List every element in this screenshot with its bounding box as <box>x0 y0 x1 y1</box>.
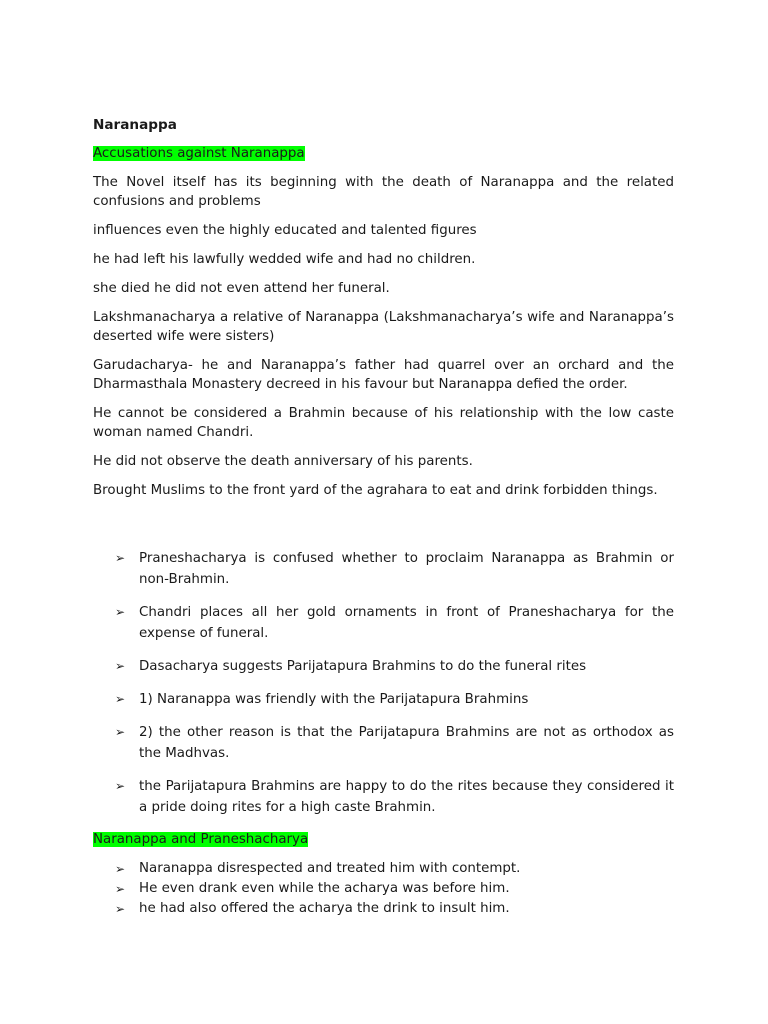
arrow-bullet-icon: ➢ <box>115 551 126 565</box>
paragraph: He cannot be considered a Brahmin because of his relationship with the low caste woman named Chandri. <box>93 406 674 440</box>
list-item-text: he had also offered the acharya the drink to insult him. <box>139 901 510 916</box>
bullet-list-funeral <box>93 548 674 818</box>
spacer <box>93 510 674 548</box>
list-item-text: Chandri places all her gold ornaments in front of Praneshacharya for the expense of funeral. <box>139 605 674 641</box>
arrow-bullet-icon: ➢ <box>115 882 126 896</box>
highlighted-heading-text: Accusations against Naranappa <box>93 146 305 161</box>
section-heading-accusations <box>93 144 674 163</box>
list-item <box>93 656 674 677</box>
paragraph: Brought Muslims to the front yard of the agrahara to eat and drink forbidden things. <box>93 483 658 498</box>
arrow-bullet-icon: ➢ <box>115 779 126 793</box>
document-title: Naranappa <box>93 117 177 133</box>
list-item <box>93 722 674 764</box>
bullet-list-contempt <box>93 859 674 919</box>
list-item-text: He even drank even while the acharya was before him. <box>139 881 510 896</box>
list-item <box>93 899 674 919</box>
list-item <box>93 859 674 879</box>
paragraph: Garudacharya- he and Naranappa’s father had quarrel over an orchard and the Dharmasthala Monastery decreed in his favour but Naranappa defied the order. <box>93 358 674 392</box>
list-item-text: Praneshacharya is confused whether to proclaim Naranappa as Brahmin or non-Brahmin. <box>139 551 674 587</box>
list-item <box>93 602 674 644</box>
section-heading-naranappa-praneshacharya <box>93 830 674 849</box>
list-item-text: Dasacharya suggests Parijatapura Brahmins to do the funeral rites <box>139 659 587 674</box>
list-item <box>93 548 674 590</box>
paragraph: she died he did not even attend her funeral. <box>93 281 390 296</box>
paragraph: Lakshmanacharya a relative of Naranappa (Lakshmanacharya’s wife and Naranappa’s deserted wife were sisters) <box>93 310 674 344</box>
arrow-bullet-icon: ➢ <box>115 862 126 876</box>
list-item <box>93 776 674 818</box>
arrow-bullet-icon: ➢ <box>115 902 126 916</box>
arrow-bullet-icon: ➢ <box>115 692 126 706</box>
list-item-text: Naranappa disrespected and treated him with contempt. <box>139 861 521 876</box>
paragraph: The Novel itself has its beginning with the death of Naranappa and the related confusions and problems <box>93 175 674 209</box>
arrow-bullet-icon: ➢ <box>115 605 126 619</box>
list-item-text: 1) Naranappa was friendly with the Parijatapura Brahmins <box>139 692 529 707</box>
highlighted-heading-text: Naranappa and Praneshacharya <box>93 832 309 847</box>
list-item-text: 2) the other reason is that the Parijatapura Brahmins are not as orthodox as the Madhvas. <box>139 725 674 761</box>
paragraph: He did not observe the death anniversary of his parents. <box>93 454 473 469</box>
list-item-text: the Parijatapura Brahmins are happy to do the rites because they considered it a pride doing rites for a high caste Brahmin. <box>139 779 674 815</box>
list-item <box>93 879 674 899</box>
arrow-bullet-icon: ➢ <box>115 659 126 673</box>
list-item <box>93 689 674 710</box>
document-page <box>93 116 674 919</box>
paragraph: influences even the highly educated and talented figures <box>93 223 477 238</box>
paragraph: he had left his lawfully wedded wife and had no children. <box>93 252 476 267</box>
arrow-bullet-icon: ➢ <box>115 725 126 739</box>
